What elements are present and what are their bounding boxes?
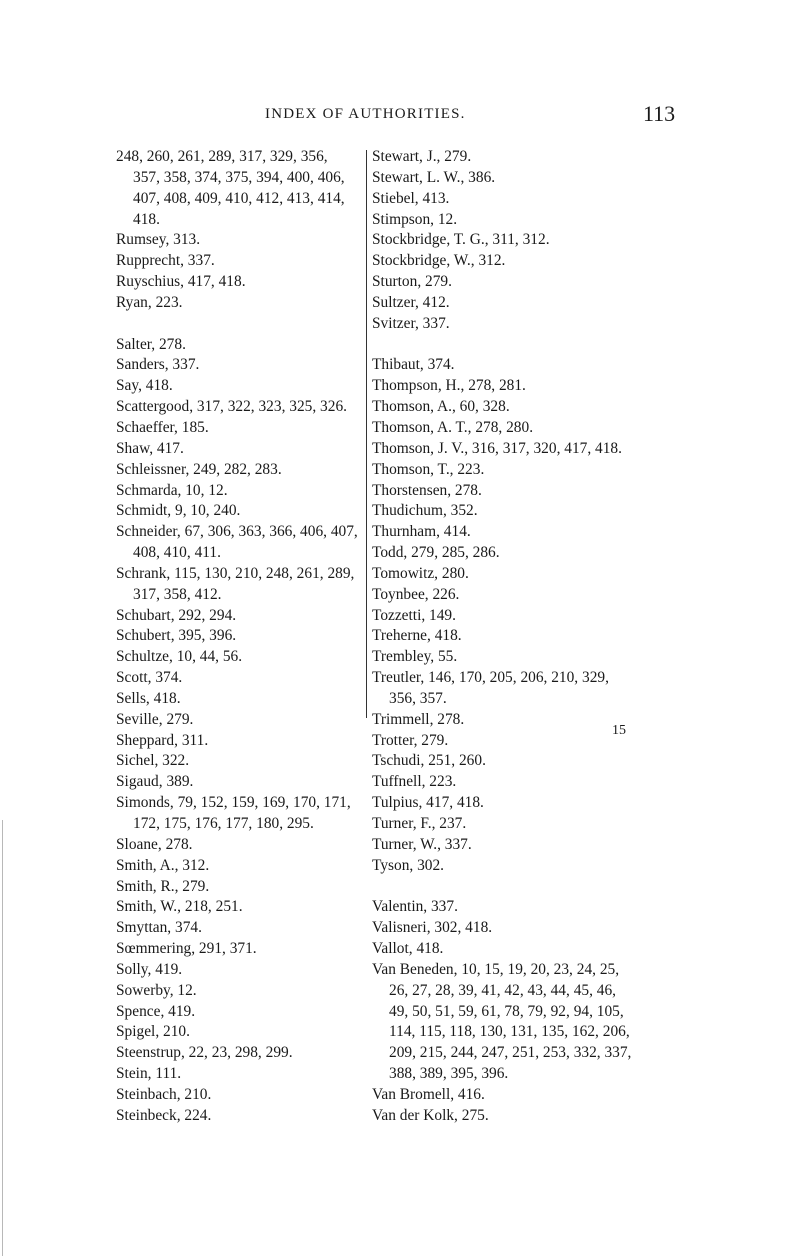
index-entry [116,501,361,522]
index-entry-line: Schleissner, 249, 282, 283. [116,460,282,478]
index-entry-line: Seville, 279. [116,710,194,728]
index-entry-line: 209, 215, 244, 247, 251, 253, 332, 337, [389,1044,632,1062]
index-entry-line: 248, 260, 261, 289, 317, 329, 356, [116,148,328,165]
index-entry-line: 357, 358, 374, 375, 394, 400, 406, [133,168,345,186]
index-entry-line: Van Bromell, 416. [372,1085,485,1103]
index-entry-line: Svitzer, 337. [372,314,450,332]
index-entry-line: Sichel, 322. [116,752,190,770]
index-entry-line: Sigaud, 389. [116,773,194,791]
index-entry-line: 407, 408, 409, 410, 412, 413, 414, [133,189,345,207]
index-entry [116,606,361,627]
index-entry-line: Todd, 279, 285, 286. [372,544,500,562]
index-entry-line: Stockbridge, T. G., 311, 312. [372,231,550,249]
index-entry [372,418,662,439]
index-entry [116,522,361,564]
index-entry-line: 172, 175, 176, 177, 180, 295. [133,815,314,832]
index-entry [372,210,662,231]
index-entry [116,272,361,293]
index-entry-line: Stockbridge, W., 312. [372,252,506,270]
index-entry [116,460,361,481]
index-entry [116,960,361,981]
index-entry [372,939,662,960]
index-entry-line: Smith, W., 218, 251. [116,898,243,916]
index-entry-line: Steinbach, 210. [116,1085,212,1103]
index-entry [372,481,662,502]
index-entry-line: Van Beneden, 10, 15, 19, 20, 23, 24, 25, [372,960,620,978]
index-entry [372,397,662,418]
index-entry [116,751,361,772]
index-entry-line: Schmarda, 10, 12. [116,481,228,499]
index-entry [372,626,662,647]
index-entry-line: Spigel, 210. [116,1023,190,1041]
index-entry-line: Stiebel, 413. [372,189,450,207]
index-entry-line: Schubart, 292, 294. [116,606,237,624]
index-entry [116,647,361,668]
index-entry [372,751,662,772]
index-entry [116,897,361,918]
index-entry-line: 114, 115, 118, 130, 131, 135, 162, 206, [389,1023,630,1041]
index-entry-line: Valisneri, 302, 418. [372,919,493,937]
index-entry-line: Schaeffer, 185. [116,418,209,436]
index-entry [116,918,361,939]
group-gap [116,314,361,335]
index-entry-line: Trotter, 279. [372,731,449,749]
index-entry [116,355,361,376]
signature-mark: 15 [612,723,626,738]
index-entry [372,251,662,272]
index-entry [116,939,361,960]
index-entry [372,189,662,210]
group-gap [372,877,662,898]
index-entry [116,856,361,877]
index-entry-line: Toynbee, 226. [372,585,460,603]
index-entry [116,418,361,439]
index-entry [116,439,361,460]
index-entry-line: Thompson, H., 278, 281. [372,377,526,395]
index-entry [372,606,662,627]
index-entry-line: Stein, 111. [116,1065,182,1083]
index-entry-line: Thorstensen, 278. [372,481,482,499]
index-entry [116,668,361,689]
index-entry [372,814,662,835]
page-header [0,101,800,136]
index-entry-line: Trembley, 55. [372,648,458,666]
index-entry [372,272,662,293]
running-title: INDEX OF AUTHORITIES. [265,106,466,122]
index-entry [372,918,662,939]
index-entry-line: Smith, A., 312. [116,856,210,874]
index-entry-line: Vallot, 418. [372,940,444,958]
index-entry [116,710,361,731]
index-entry [116,397,361,418]
index-entry [116,251,361,272]
index-entry [116,335,361,356]
index-entry-line: 26, 27, 28, 39, 41, 42, 43, 44, 45, 46, [389,981,617,999]
index-entry-line: Stewart, J., 279. [372,148,472,165]
index-entry-line: Treutler, 146, 170, 205, 206, 210, 329, [372,669,609,687]
index-entry-line: Sheppard, 311. [116,731,209,749]
index-entry [116,877,361,898]
index-entry-line: Sultzer, 412. [372,293,450,311]
index-entry-line: Thomson, T., 223. [372,460,485,478]
page-edge-line [2,820,3,1256]
index-entry-line: Schmidt, 9, 10, 240. [116,502,241,520]
index-entry-line: Thudichum, 352. [372,502,478,520]
index-entry [116,981,361,1002]
index-entry [372,856,662,877]
index-entry-line: Sœmmering, 291, 371. [116,940,257,958]
index-entry-line: Treherne, 418. [372,627,462,645]
index-entry [372,1085,662,1106]
index-column-right [372,147,662,1127]
index-entry-line: Schrank, 115, 130, 210, 248, 261, 289, [116,564,355,582]
index-entry-line: Turner, W., 337. [372,835,472,853]
index-entry [116,731,361,752]
index-entry-line: 49, 50, 51, 59, 61, 78, 79, 92, 94, 105, [389,1002,624,1020]
index-entry [116,293,361,314]
index-entry-line: Rumsey, 313. [116,231,201,249]
index-entry-line: Thurnham, 414. [372,523,471,541]
index-entry [372,793,662,814]
index-entry [116,626,361,647]
index-entry-line: 418. [133,210,160,228]
index-entry [116,793,361,835]
index-entry-line: Smith, R., 279. [116,877,210,895]
index-entry [372,439,662,460]
index-entry-line: Steinbeck, 224. [116,1106,212,1124]
index-entry [372,772,662,793]
index-entry [372,585,662,606]
index-entry [372,460,662,481]
index-entry [116,689,361,710]
index-entry-line: Trimmell, 278. [372,710,465,728]
index-entry-line: Solly, 419. [116,960,183,978]
index-entry [116,1064,361,1085]
index-entry-line: Thomson, J. V., 316, 317, 320, 417, 418. [372,439,622,457]
index-entry-line: Tschudi, 251, 260. [372,752,486,770]
index-entry [372,647,662,668]
index-entry [116,1002,361,1023]
column-divider [366,150,367,718]
index-entry-line: Sloane, 278. [116,835,193,853]
index-entry-line: Tuffnell, 223. [372,773,457,791]
index-entry [116,481,361,502]
index-column-left [116,147,361,1127]
index-entry [116,772,361,793]
index-entry [372,376,662,397]
index-entry [372,835,662,856]
index-entry-line: 408, 410, 411. [133,544,221,562]
index-entry [372,168,662,189]
index-entry-line: Ruyschius, 417, 418. [116,273,246,291]
index-entry-line: Say, 418. [116,377,173,395]
index-entry-line: Tulpius, 417, 418. [372,794,484,812]
index-entry [372,960,662,1085]
index-entry [116,147,361,230]
group-gap [372,335,662,356]
index-entry-line: 388, 389, 395, 396. [389,1065,509,1083]
index-entry-line: Spence, 419. [116,1002,196,1020]
index-entry [116,564,361,606]
index-entry [372,293,662,314]
index-entry [372,543,662,564]
index-entry [372,501,662,522]
index-entry-line: Shaw, 417. [116,439,184,457]
index-entry [116,835,361,856]
index-entry-line: Scott, 374. [116,669,183,687]
index-entry-line: Tozzetti, 149. [372,606,456,624]
index-entry-line: Sells, 418. [116,689,181,707]
index-entry-line: 356, 357. [389,689,447,707]
index-entry [372,147,662,168]
index-entry-line: Stimpson, 12. [372,210,458,228]
index-entry-line: Schubert, 395, 396. [116,627,237,645]
index-entry-line: Thomson, A. T., 278, 280. [372,418,534,436]
index-entry-line: Steenstrup, 22, 23, 298, 299. [116,1044,293,1062]
index-entry [116,1106,361,1127]
index-entry [372,1106,662,1127]
index-entry-line: Schultze, 10, 44, 56. [116,648,243,666]
index-entry-line: Rupprecht, 337. [116,252,215,270]
index-entry [116,1085,361,1106]
index-entry-line: Salter, 278. [116,335,186,353]
index-entry-line: Schneider, 67, 306, 363, 366, 406, 407, [116,523,358,541]
index-entry-line: Stewart, L. W., 386. [372,168,496,186]
index-entry-line: Sowerby, 12. [116,981,197,999]
index-entry [372,668,662,710]
index-entry [116,230,361,251]
index-entry-line: Turner, F., 237. [372,815,467,832]
index-entry [372,230,662,251]
index-entry [116,376,361,397]
index-entry [372,897,662,918]
index-entry-line: Simonds, 79, 152, 159, 169, 170, 171, [116,794,351,812]
index-entry-line: Thibaut, 374. [372,356,455,374]
index-entry-line: Tyson, 302. [372,856,445,874]
index-entry [372,314,662,335]
index-entry-line: Valentin, 337. [372,898,458,916]
index-entry [372,522,662,543]
index-entry [372,355,662,376]
page-number: 113 [643,101,676,126]
index-entry-line: Sturton, 279. [372,273,452,291]
index-entry-line: Scattergood, 317, 322, 323, 325, 326. [116,398,347,416]
index-entry-line: Tomowitz, 280. [372,564,469,582]
index-entry [116,1022,361,1043]
index-entry [116,1043,361,1064]
index-entry-line: Van der Kolk, 275. [372,1106,489,1124]
index-entry-line: Ryan, 223. [116,293,183,311]
index-entry-line: Sanders, 337. [116,356,200,374]
index-entry [372,564,662,585]
index-entry-line: 317, 358, 412. [133,585,222,603]
index-entry-line: Smyttan, 374. [116,919,202,937]
index-entry-line: Thomson, A., 60, 328. [372,398,510,416]
